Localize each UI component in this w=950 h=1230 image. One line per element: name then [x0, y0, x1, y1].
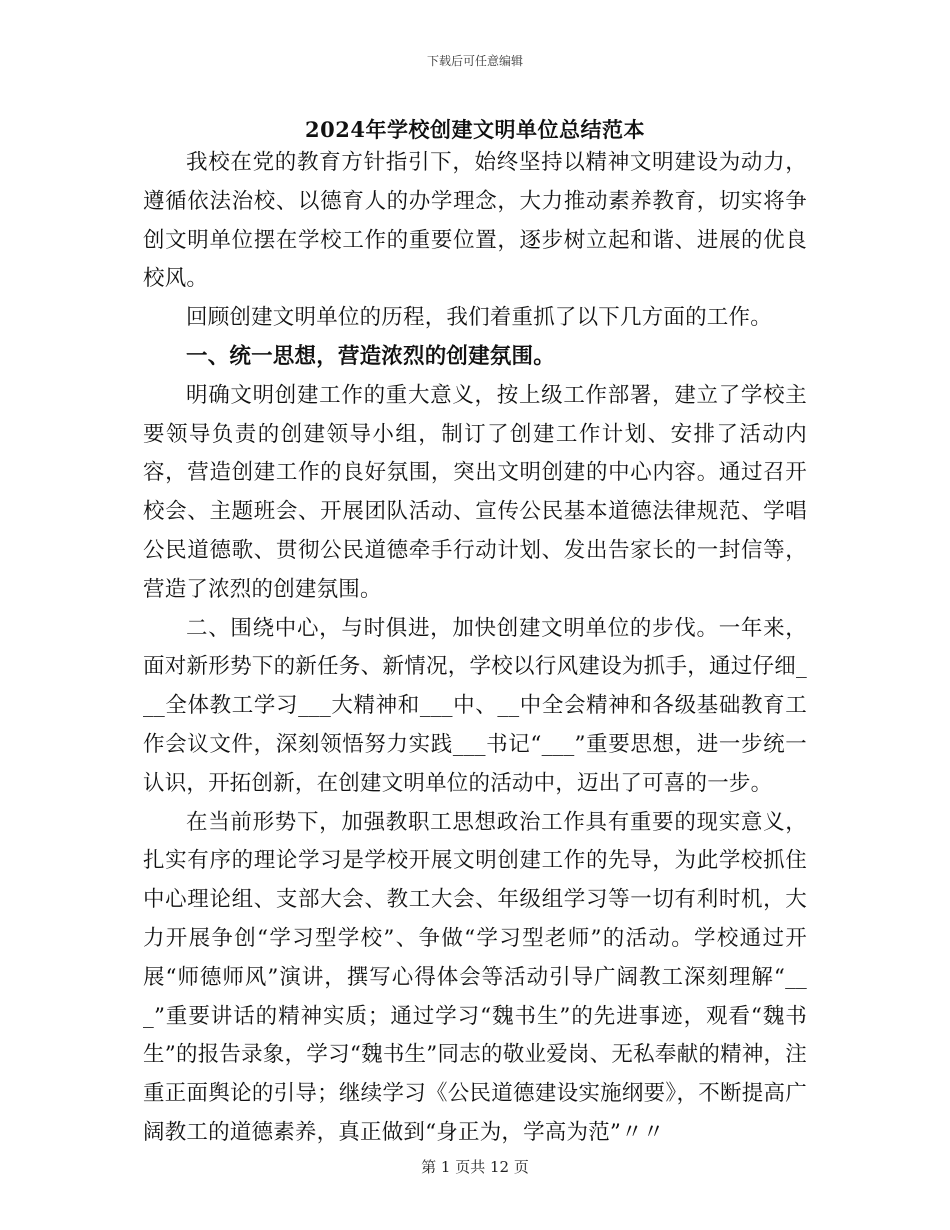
paragraph-review: 回顾创建文明单位的历程，我们着重抓了以下几方面的工作。	[186, 305, 772, 331]
page-number: 第 1 页共 12 页	[421, 1158, 529, 1176]
paragraph-section-2: 二、围绕中心，与时俱进，加快创建文明单位的步伐。一年来，面对新形势下的新任务、新情况，学校以行风建设为抓手，通过仔细___全体教工学习___大精神和___中、__中全会精神和各级基础教育工作会议文件，深刻领悟努力实践___书记“___”重要思想，进一步统一认识，开拓创新，在创建文明单位的活动中，迈出了可喜的一步。	[143, 615, 807, 796]
paragraph-intro: 我校在党的教育方针指引下，始终坚持以精神文明建设为动力，遵循依法治校、以德育人的办学理念，大力推动素养教育，切实将争创文明单位摆在学校工作的重要位置，逐步树立起和谐、进展的优良校风。	[143, 150, 807, 292]
paragraph-theory-study: 在当前形势下，加强教职工思想政治工作具有重要的现实意义，扎实有序的理论学习是学校开展文明创建工作的先导，为此学校抓住中心理论组、支部大会、教工大会、年级组学习等一切有利时机，大力开展争创“学习型学校”、争做“学习型老师”的活动。学校通过开展“师德师风”演讲，撰写心得体会等活动引导广阔教工深刻理解“___”重要讲话的精神实质；通过学习“魏书生”的先进事迹，观看“魏书生”的报告录象，学习“魏书生”同志的敬业爱岗、无私奉献的精神，注重正面舆论的引导；继续学习《公民道德建设实施纲要》，不断提高广阔教工的道德素养，真正做到“身正为，学高为范”〃〃	[143, 809, 807, 1145]
document-title: 2024年学校创建文明单位总结范本	[305, 117, 645, 142]
page-header-note: 下载后可任意编辑	[426, 54, 523, 68]
section-heading-1: 一、统一思想，营造浓烈的创建氛围。	[186, 343, 555, 369]
document-body	[143, 144, 807, 1153]
paragraph-section-1: 明确文明创建工作的重大意义，按上级工作部署，建立了学校主要领导负责的创建领导小组，制订了创建工作计划、安排了活动内容，营造创建工作的良好氛围，突出文明创建的中心内容。通过召开校会、主题班会、开展团队活动、宣传公民基本道德法律规范、学唱公民道德歌、贯彻公民道德牵手行动计划、发出告家长的一封信等，营造了浓烈的创建氛围。	[143, 382, 807, 602]
